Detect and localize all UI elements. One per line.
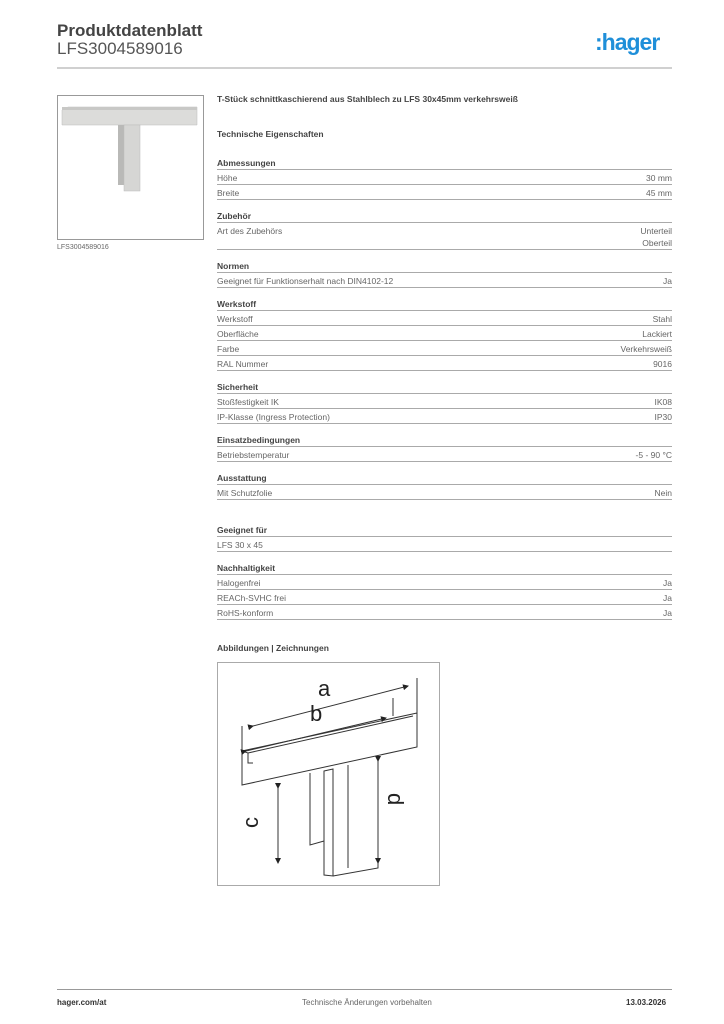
property-value-line: Stahl	[652, 314, 672, 324]
property-value-line: 30 mm	[646, 173, 672, 183]
property-value	[640, 225, 672, 249]
section-heading: Einsatzbedingungen	[217, 424, 672, 447]
section-heading: Geeignet für	[217, 514, 672, 537]
product-image	[57, 95, 204, 240]
property-label: Halogenfrei	[217, 578, 261, 588]
footer-website[interactable]: hager.com/at	[57, 998, 107, 1007]
property-label: Geeignet für Funktionserhalt nach DIN4102-12	[217, 276, 394, 286]
image-caption: LFS3004589016	[57, 244, 109, 251]
footer-note: Technische Änderungen vorbehalten	[302, 998, 432, 1007]
property-value	[663, 592, 672, 604]
property-label: Breite	[217, 188, 240, 198]
property-row	[217, 394, 672, 409]
section-heading: Ausstattung	[217, 462, 672, 485]
property-value	[655, 411, 673, 423]
spacer	[217, 500, 672, 514]
property-label: IP-Klasse (Ingress Protection)	[217, 412, 330, 422]
property-value	[663, 607, 672, 619]
property-row	[217, 537, 672, 552]
section-heading: Abmessungen	[217, 147, 672, 170]
property-value-line: IK08	[654, 397, 672, 407]
property-label: Mit Schutzfolie	[217, 488, 273, 498]
product-id: LFS3004589016	[57, 39, 183, 58]
property-label: Höhe	[217, 173, 238, 183]
property-value	[663, 577, 672, 589]
property-row	[217, 356, 672, 371]
property-row	[217, 409, 672, 424]
property-value-line: Oberteil	[642, 238, 672, 248]
property-value	[663, 275, 672, 287]
property-label: Art des Zubehörs	[217, 226, 283, 236]
property-label: LFS 30 x 45	[217, 540, 263, 550]
property-value-line: Ja	[663, 608, 672, 618]
property-value-line: Verkehrsweiß	[620, 344, 672, 354]
property-row	[217, 575, 672, 590]
dimension-label-b: b	[310, 701, 323, 726]
section-heading: Normen	[217, 250, 672, 273]
dimension-drawing	[217, 662, 440, 886]
footer-date: 13.03.2026	[626, 998, 667, 1007]
property-label: REACh-SVHC frei	[217, 593, 286, 603]
property-row	[217, 273, 672, 288]
drawings-heading: Abbildungen | Zeichnungen	[217, 643, 329, 653]
property-row	[217, 590, 672, 605]
property-row	[217, 605, 672, 620]
property-row	[217, 185, 672, 200]
properties-panel	[217, 94, 672, 620]
page-title: Produktdatenblatt	[57, 21, 203, 40]
property-row	[217, 311, 672, 326]
footer-divider	[57, 989, 672, 990]
product-description: T-Stück schnittkaschierend aus Stahlblech zu LFS 30x45mm verkehrsweiß	[217, 94, 518, 104]
property-value-line: 9016	[653, 359, 672, 369]
property-value	[621, 343, 673, 355]
property-label: Werkstoff	[217, 314, 253, 324]
property-label: Stoßfestigkeit IK	[217, 397, 279, 407]
property-value-line: Ja	[663, 578, 672, 588]
property-value-line: IP30	[654, 412, 672, 422]
property-value	[646, 172, 672, 184]
section-heading: Zubehör	[217, 200, 672, 223]
section-heading: Sicherheit	[217, 371, 672, 394]
dimension-label-d: d	[383, 793, 408, 806]
property-value-line: Unterteil	[640, 226, 672, 236]
property-label: RAL Nummer	[217, 359, 269, 369]
tech-heading: Technische Eigenschaften	[217, 129, 324, 139]
property-row	[217, 170, 672, 185]
property-label: RoHS-konform	[217, 608, 274, 618]
property-value	[655, 487, 672, 499]
property-value	[653, 358, 672, 370]
property-label: Betriebstemperatur	[217, 450, 290, 460]
property-value-line: Ja	[663, 276, 672, 286]
dimension-label-c: c	[238, 817, 263, 828]
property-row	[217, 447, 672, 462]
property-value-line: Nein	[654, 488, 672, 498]
property-value-line: 45 mm	[646, 188, 672, 198]
property-value	[636, 449, 672, 461]
section-heading: Werkstoff	[217, 288, 672, 311]
hager-logo: :hager	[595, 29, 660, 55]
header-divider	[57, 67, 672, 69]
property-value	[642, 328, 672, 340]
section-heading: Nachhaltigkeit	[217, 552, 672, 575]
property-value	[646, 187, 672, 199]
property-row	[217, 341, 672, 356]
property-label: Oberfläche	[217, 329, 259, 339]
property-value-line: Lackiert	[642, 329, 672, 339]
property-row	[217, 223, 672, 250]
property-value-line: Ja	[663, 593, 672, 603]
property-value	[655, 396, 673, 408]
property-row	[217, 485, 672, 500]
dimension-label-a: a	[318, 676, 331, 701]
property-value	[653, 313, 672, 325]
property-label: Farbe	[217, 344, 240, 354]
property-value-line: -5 - 90 °C	[635, 450, 672, 460]
property-row	[217, 326, 672, 341]
